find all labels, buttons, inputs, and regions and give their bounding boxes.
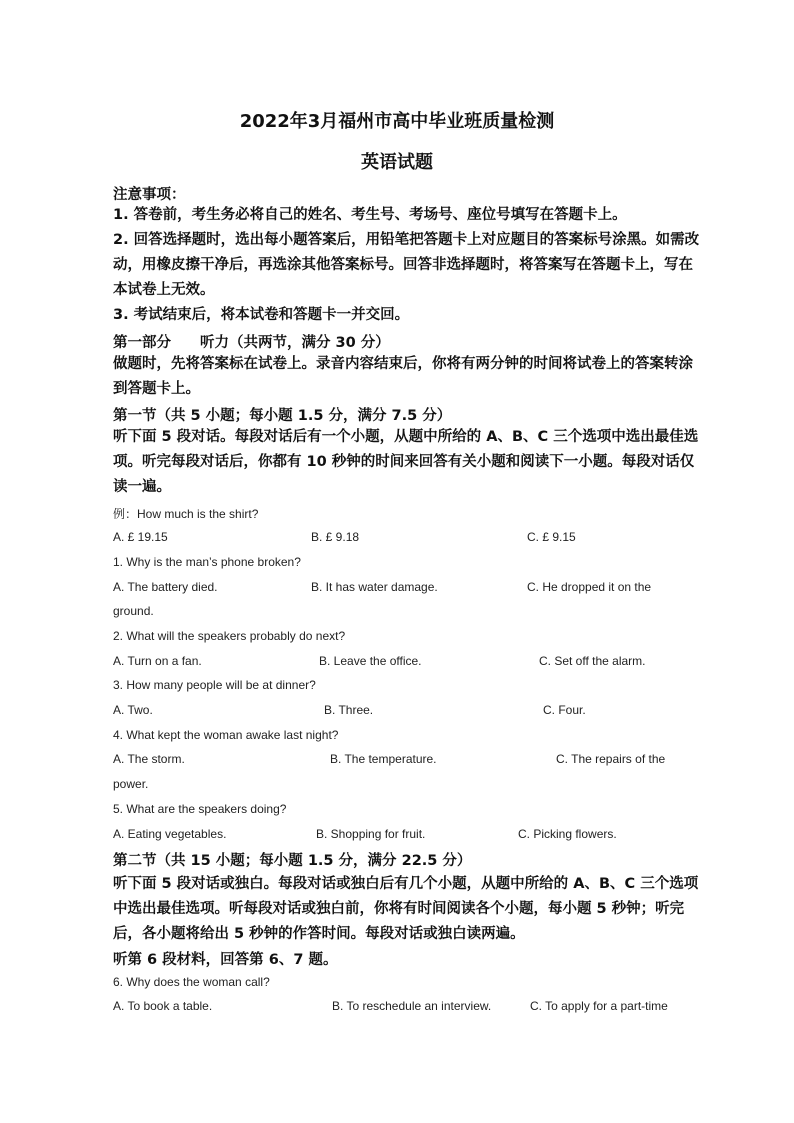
question-3: 3. How many people will be at dinner?: [113, 678, 316, 692]
option-c: C. Set off the alarm.: [539, 654, 646, 668]
option-a: A. To book a table.: [113, 999, 213, 1013]
option-b: B. Shopping for fruit.: [316, 827, 426, 841]
option-c: C. £ 9.15: [527, 530, 576, 544]
part1-instruction: 做题时，先将答案标在试卷上。录音内容结束后，你将有两分钟的时间将试卷上的答案转涂到答题卡上。: [113, 356, 693, 397]
option-a: A. The storm.: [113, 752, 185, 766]
page-subtitle: 英语试题: [361, 152, 433, 173]
section2-heading: 第二节（共 15 小题；每小题 1.5 分，满分 22.5 分）: [113, 853, 472, 869]
question-2: 2. What will the speakers probably do next?: [113, 629, 346, 643]
option-c: C. The repairs of the: [556, 752, 666, 766]
page-title: 2022年3月福州市高中毕业班质量检测: [239, 111, 555, 132]
notes-item-2: 2. 回答选择题时，选出每小题答案后，用铅笔把答题卡上对应题目的答案标号涂黑。如需改动，用橡皮擦干净后，再选涂其他答案标号。回答非选择题时，将答案写在答题卡上，写在本试卷上无效。: [113, 232, 700, 298]
option-b: B. £ 9.18: [311, 530, 360, 544]
notes-item-3: 3. 考试结束后，将本试卷和答题卡一并交回。: [113, 307, 410, 323]
option-b: B. To reschedule an interview.: [332, 999, 492, 1013]
option-c-continued: ground.: [113, 604, 154, 618]
option-b: B. It has water damage.: [311, 580, 438, 594]
part1-heading: 第一部分 听力（共两节，满分 30 分）: [113, 335, 390, 351]
option-b: B. Three.: [324, 703, 374, 717]
option-c-continued: power.: [113, 777, 149, 791]
option-a: A. Turn on a fan.: [113, 654, 202, 668]
option-a: A. The battery died.: [113, 580, 218, 594]
section1-instruction: 听下面 5 段对话。每段对话后有一个小题，从题中所给的 A、B、C 三个选项中选出最佳选项。听完每段对话后，你都有 10 秒钟的时间来回答有关小题和阅读下一小题。每段对话仅读一遍。: [113, 429, 699, 495]
question-4: 4. What kept the woman awake last night?: [113, 728, 339, 742]
option-a: A. £ 19.15: [113, 530, 168, 544]
section1-heading: 第一节（共 5 小题；每小题 1.5 分，满分 7.5 分）: [113, 408, 452, 424]
question-5: 5. What are the speakers doing?: [113, 802, 287, 816]
option-c: C. He dropped it on the: [527, 580, 652, 594]
section2-instruction: 听下面 5 段对话或独白。每段对话或独白后有几个小题，从题中所给的 A、B、C 三个选项中选出最佳选项。听每段对话或独白前，你将有时间阅读各个小题，每小题 5 秒钟；听完后，各小题将给出 5 秒钟的作答时间。每段对话或独白读两遍。: [113, 876, 699, 942]
question-example: 例：How much is the shirt?: [113, 507, 259, 521]
option-a: A. Eating vegetables.: [113, 827, 227, 841]
option-b: B. The temperature.: [330, 752, 437, 766]
option-c: C. To apply for a part-time: [530, 999, 668, 1013]
question-6: 6. Why does the woman call?: [113, 975, 270, 989]
notes-item-1: 1. 答卷前，考生务必将自己的姓名、考生号、考场号、座位号填写在答题卡上。: [113, 207, 627, 223]
option-c: C. Picking flowers.: [518, 827, 617, 841]
option-c: C. Four.: [543, 703, 586, 717]
notes-heading: 注意事项：: [113, 187, 186, 203]
question-1: 1. Why is the man’s phone broken?: [113, 555, 301, 569]
section2-material: 听第 6 段材料，回答第 6、7 题。: [113, 952, 338, 968]
option-b: B. Leave the office.: [319, 654, 422, 668]
option-a: A. Two.: [113, 703, 153, 717]
